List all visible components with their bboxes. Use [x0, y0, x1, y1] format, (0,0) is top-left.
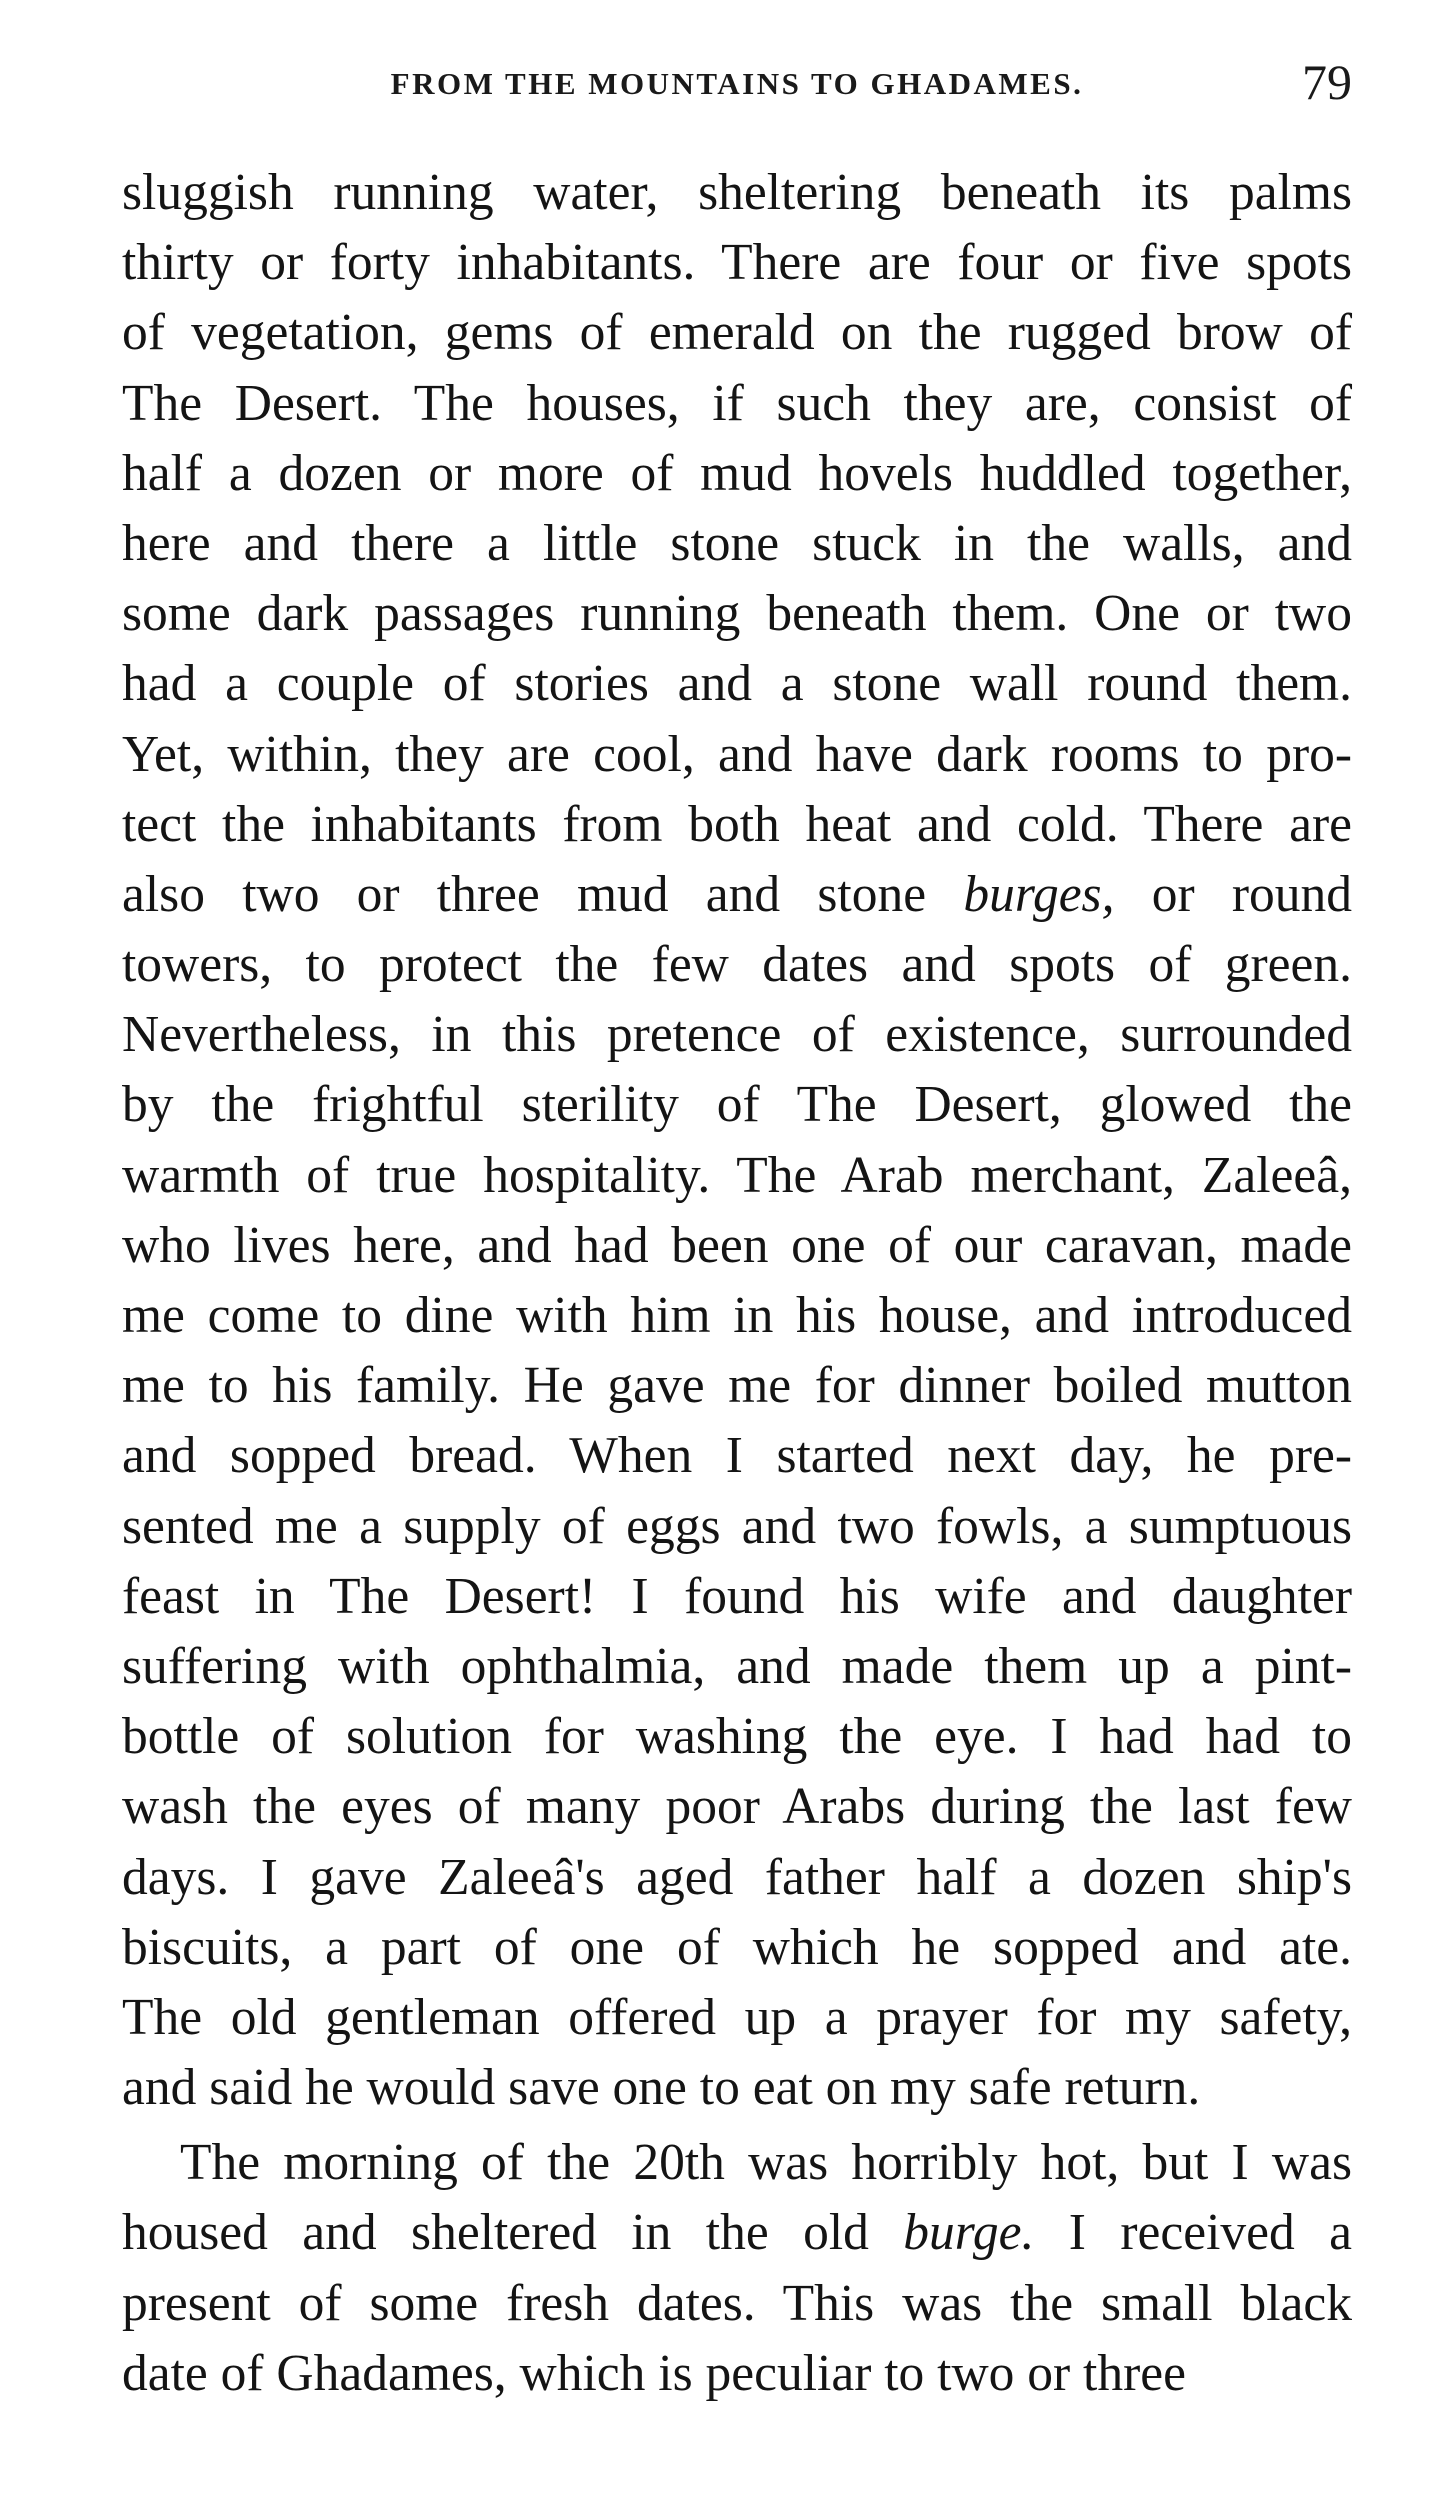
text-line: by the frightful sterility of The Desert, glowed the [122, 1076, 1352, 1134]
text-line: The morning of the 20th was horribly hot, but I was [180, 2134, 1352, 2192]
text-line: some dark passages running beneath them. One or two [122, 585, 1352, 643]
text-line: of vegetation, gems of emerald on the rugged brow of [122, 304, 1352, 362]
text-line: biscuits, a part of one of which he sopped and ate. [122, 1918, 1352, 1976]
text-line: sluggish running water, sheltering beneath its palms [122, 164, 1352, 221]
text-segment: housed and sheltered in the old [122, 2204, 904, 2262]
text-line: and said he would save one to eat on my safe return. [122, 2059, 1201, 2117]
text-line: date of Ghadames, which is peculiar to two or three [122, 2344, 1186, 2402]
text-line: bottle of solution for washing the eye. I had had to [122, 1708, 1352, 1766]
page-number: 79 [1302, 54, 1352, 110]
text-line: warmth of true hospitality. The Arab merchant, Zaleeâ, [122, 1146, 1352, 1204]
text-line: days. I gave Zaleeâ's aged father half a dozen ship's [122, 1848, 1352, 1906]
text-line: The old gentleman offered up a prayer for my safety, [122, 1988, 1352, 2046]
text-line: tect the inhabitants from both heat and cold. There are [122, 795, 1352, 853]
text-line [122, 860, 1352, 930]
text-segment: also two or three mud and stone [122, 865, 964, 923]
text-line: feast in The Desert! I found his wife and daughter [122, 1567, 1352, 1625]
text-line: present of some fresh dates. This was the small black [122, 2274, 1352, 2332]
text-line: sented me a supply of eggs and two fowls, a sumptuous [122, 1497, 1352, 1555]
paragraph [122, 2128, 1352, 2409]
text-line: Yet, within, they are cool, and have dark rooms to pro- [122, 725, 1352, 783]
text-line: wash the eyes of many poor Arabs during the last few [122, 1778, 1352, 1836]
paragraph [122, 158, 1352, 2123]
text-line: had a couple of stories and a stone wall round them. [122, 655, 1352, 713]
text-line: who lives here, and had been one of our caravan, made [122, 1216, 1352, 1274]
text-line: thirty or forty inhabitants. There are four or five spots [122, 234, 1352, 292]
text-line: and sopped bread. When I started next day, he pre- [122, 1427, 1352, 1485]
text-line: me to his family. He gave me for dinner boiled mutton [122, 1357, 1352, 1415]
body-text [122, 158, 1352, 2409]
text-line: towers, to protect the few dates and spots of green. [122, 936, 1352, 994]
page-header [122, 52, 1352, 112]
text-line: The Desert. The houses, if such they are, consist of [122, 374, 1352, 432]
text-line: here and there a little stone stuck in the walls, and [122, 514, 1352, 572]
text-segment: or round [1114, 865, 1352, 923]
text-line: Nevertheless, in this pretence of existence, surrounded [122, 1006, 1352, 1064]
italic-term: burges, [963, 865, 1115, 923]
italic-term: burge. [903, 2204, 1035, 2262]
running-head: FROM THE MOUNTAINS TO GHADAMES. [390, 66, 1084, 101]
text-line: suffering with ophthalmia, and made them up a pint- [122, 1637, 1352, 1695]
text-segment: I received a [1034, 2204, 1352, 2262]
text-line [122, 2198, 1352, 2268]
text-line: half a dozen or more of mud hovels huddled together, [122, 444, 1352, 502]
text-line: me come to dine with him in his house, and introduced [122, 1287, 1352, 1344]
